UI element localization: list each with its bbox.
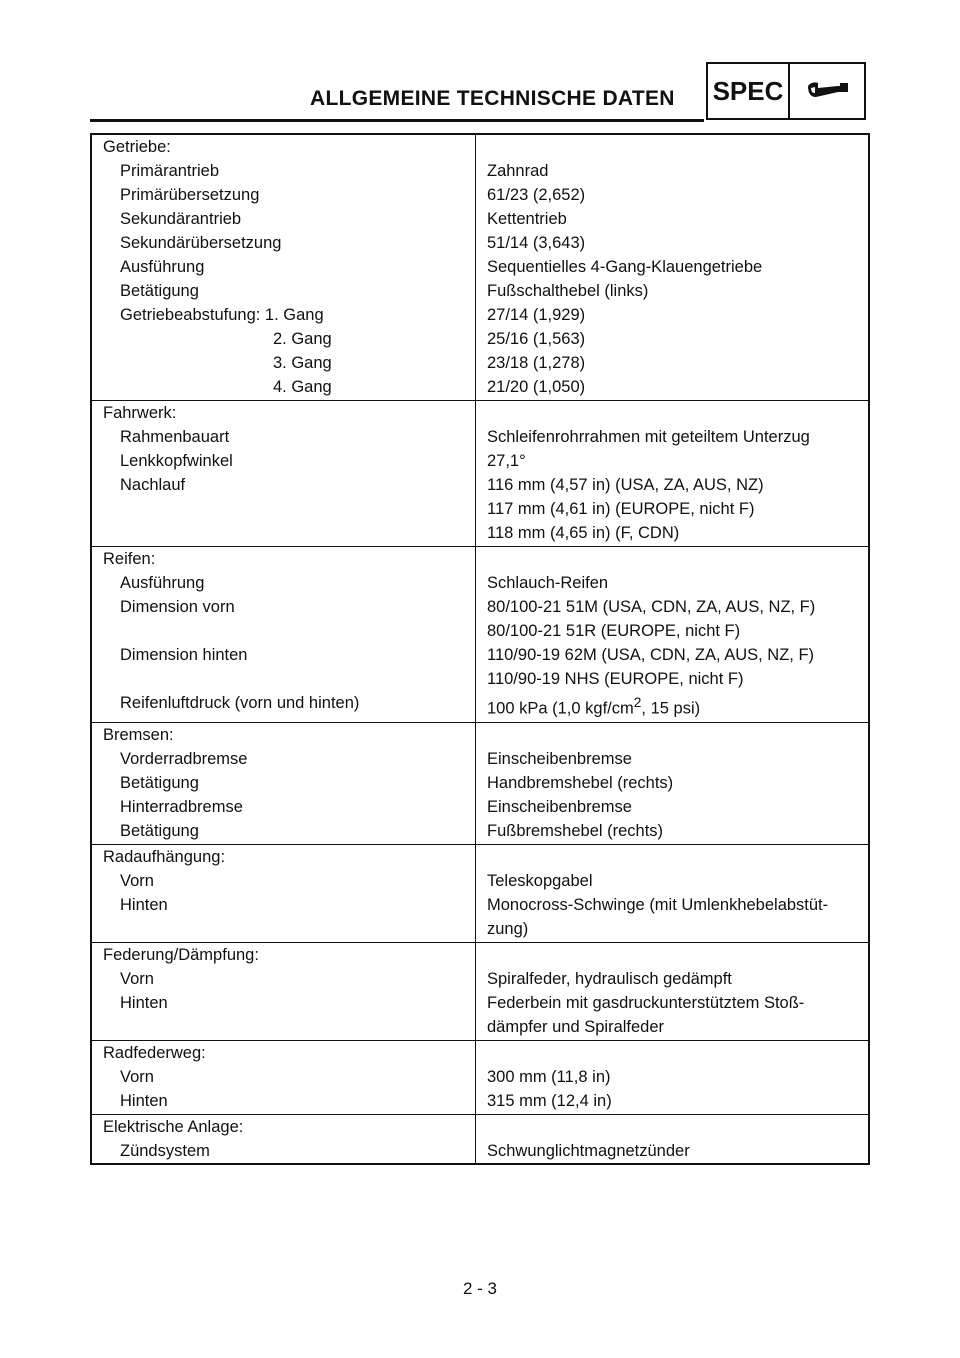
row-value: 80/100-21 51M (USA, CDN, ZA, AUS, NZ, F) bbox=[487, 598, 816, 616]
row-value: Federbein mit gasdruckunterstütztem Stoß- bbox=[487, 993, 805, 1012]
page-number: 2 - 3 bbox=[462, 1279, 498, 1298]
pressure-value-suffix: , 15 psi) bbox=[641, 699, 701, 718]
table-row bbox=[91, 473, 869, 497]
row-value: 300 mm (11,8 in) bbox=[487, 1067, 611, 1086]
section-title: Fahrwerk: bbox=[91, 401, 476, 426]
row-value: Fußschalthebel (links) bbox=[487, 282, 649, 300]
table-row bbox=[91, 255, 869, 279]
table-row bbox=[91, 207, 869, 231]
row-label: Dimension hinten bbox=[120, 646, 248, 664]
row-value: 21/20 (1,050) bbox=[476, 375, 870, 401]
table-row bbox=[91, 1015, 869, 1041]
table-row bbox=[91, 643, 869, 667]
section-heading-row bbox=[91, 942, 869, 967]
table-row bbox=[91, 497, 869, 521]
row-value: 27/14 (1,929) bbox=[487, 306, 586, 324]
row-label: Betätigung bbox=[120, 821, 199, 840]
table-row bbox=[91, 1139, 869, 1164]
row-label: Nachlauf bbox=[120, 476, 186, 494]
table-row bbox=[91, 691, 869, 722]
row-value: Schlauch-Reifen bbox=[487, 574, 609, 592]
table-row bbox=[91, 327, 869, 351]
row-label: Vorderradbremse bbox=[120, 749, 248, 768]
table-row bbox=[91, 375, 869, 401]
row-value: Monocross-Schwinge (mit Umlenkhebelabstüt- bbox=[487, 895, 829, 914]
row-value: Schleifenrohrrahmen mit geteiltem Unterzug bbox=[487, 428, 810, 446]
row-label: Vorn bbox=[120, 871, 154, 890]
table-row bbox=[91, 795, 869, 819]
row-value: 25/16 (1,563) bbox=[487, 330, 586, 348]
spec-table bbox=[90, 133, 870, 1165]
row-value: Fußbremshebel (rechts) bbox=[476, 819, 870, 845]
table-row bbox=[91, 917, 869, 943]
row-value: Spiralfeder, hydraulisch gedämpft bbox=[487, 969, 732, 988]
section-heading-row bbox=[91, 547, 869, 572]
table-row bbox=[91, 893, 869, 917]
row-value: 118 mm (4,65 in) (F, CDN) bbox=[476, 521, 870, 547]
row-label: Ausführung bbox=[120, 574, 205, 592]
section-title: Getriebe: bbox=[91, 134, 476, 159]
section-title: Reifen: bbox=[91, 547, 476, 572]
row-value: Einscheibenbremse bbox=[487, 749, 632, 768]
spec-icon-cell bbox=[790, 64, 864, 118]
table-row bbox=[91, 279, 869, 303]
row-label: Betätigung bbox=[120, 282, 199, 300]
row-value: Zahnrad bbox=[487, 162, 549, 180]
row-label: Primärübersetzung bbox=[120, 186, 260, 204]
row-value: 110/90-19 NHS (EUROPE, nicht F) bbox=[487, 670, 744, 688]
row-value: Kettentrieb bbox=[487, 210, 567, 228]
row-value: 23/18 (1,278) bbox=[487, 354, 586, 372]
spec-section-box bbox=[706, 62, 866, 120]
table-row bbox=[91, 159, 869, 183]
table-row bbox=[91, 619, 869, 643]
table-row bbox=[91, 425, 869, 449]
row-value: 51/14 (3,643) bbox=[487, 234, 586, 252]
row-value: Schwunglichtmagnetzünder bbox=[487, 1141, 690, 1160]
row-value: 27,1° bbox=[487, 452, 526, 470]
row-label: Betätigung bbox=[120, 773, 199, 792]
row-label: 3. Gang bbox=[273, 354, 332, 372]
row-value: Einscheibenbremse bbox=[487, 797, 632, 816]
table-row bbox=[91, 771, 869, 795]
table-row bbox=[91, 351, 869, 375]
table-row bbox=[91, 819, 869, 845]
section-heading-row bbox=[91, 722, 869, 747]
row-value: Sequentielles 4-Gang-Klauengetriebe bbox=[487, 258, 763, 276]
row-label: Sekundärübersetzung bbox=[120, 234, 282, 252]
row-value bbox=[476, 691, 870, 722]
section-heading-row bbox=[91, 401, 869, 426]
table-row bbox=[91, 1065, 869, 1089]
row-label: Hinterradbremse bbox=[120, 797, 243, 816]
table-row bbox=[91, 1089, 869, 1115]
row-label: 2. Gang bbox=[273, 330, 332, 348]
row-label: Hinten bbox=[120, 895, 168, 914]
row-value: 315 mm (12,4 in) bbox=[476, 1089, 870, 1115]
table-row bbox=[91, 967, 869, 991]
row-label: Hinten bbox=[120, 993, 168, 1012]
section-heading-row bbox=[91, 844, 869, 869]
section-title: Federung/Dämpfung: bbox=[91, 942, 476, 967]
section-title: Bremsen: bbox=[91, 722, 476, 747]
table-row bbox=[91, 571, 869, 595]
table-row bbox=[91, 595, 869, 619]
row-value: 117 mm (4,61 in) (EUROPE, nicht F) bbox=[487, 500, 755, 518]
row-label: Lenkkopfwinkel bbox=[120, 452, 233, 470]
superscript: 2 bbox=[633, 695, 642, 710]
row-label: 4. Gang bbox=[273, 378, 332, 396]
section-title: Elektrische Anlage: bbox=[91, 1114, 476, 1139]
row-label: Ausführung bbox=[120, 258, 205, 276]
row-label: Getriebeabstufung: 1. Gang bbox=[120, 306, 324, 324]
table-row bbox=[91, 991, 869, 1015]
section-heading-row bbox=[91, 1040, 869, 1065]
section-heading-row bbox=[91, 134, 869, 159]
row-value: Teleskopgabel bbox=[487, 871, 593, 890]
row-value: 61/23 (2,652) bbox=[487, 186, 586, 204]
header-rule bbox=[90, 119, 704, 122]
row-label: Rahmenbauart bbox=[120, 428, 230, 446]
row-label: Hinten bbox=[120, 1091, 168, 1110]
row-value: zung) bbox=[476, 917, 870, 943]
table-row bbox=[91, 183, 869, 207]
table-row bbox=[91, 449, 869, 473]
row-label: Primärantrieb bbox=[120, 162, 220, 180]
row-value: 110/90-19 62M (USA, CDN, ZA, AUS, NZ, F) bbox=[487, 646, 815, 664]
section-title: Radaufhängung: bbox=[91, 844, 476, 869]
table-row bbox=[91, 747, 869, 771]
row-label: Sekundärantrieb bbox=[120, 210, 242, 228]
row-label: Vorn bbox=[120, 969, 154, 988]
section-title: Radfederweg: bbox=[91, 1040, 476, 1065]
row-label: Zündsystem bbox=[120, 1141, 210, 1160]
row-value: 80/100-21 51R (EUROPE, nicht F) bbox=[487, 622, 741, 640]
row-label: Reifenluftdruck (vorn und hinten) bbox=[120, 694, 360, 712]
table-row bbox=[91, 231, 869, 255]
table-row bbox=[91, 521, 869, 547]
row-label: Dimension vorn bbox=[120, 598, 235, 616]
row-value: 116 mm (4,57 in) (USA, ZA, AUS, NZ) bbox=[487, 476, 764, 494]
table-row bbox=[91, 869, 869, 893]
row-value: Handbremshebel (rechts) bbox=[487, 773, 674, 792]
page-title: ALLGEMEINE TECHNISCHE DATEN bbox=[310, 87, 675, 110]
table-row bbox=[91, 667, 869, 691]
table-row bbox=[91, 303, 869, 327]
section-heading-row bbox=[91, 1114, 869, 1139]
wrench-icon bbox=[802, 79, 852, 103]
pressure-value: 100 kPa (1,0 kgf/cm bbox=[487, 699, 634, 718]
row-label: Vorn bbox=[120, 1067, 154, 1086]
row-value: dämpfer und Spiralfeder bbox=[476, 1015, 870, 1041]
page-header bbox=[90, 60, 870, 124]
spec-label: SPEC bbox=[708, 64, 790, 118]
